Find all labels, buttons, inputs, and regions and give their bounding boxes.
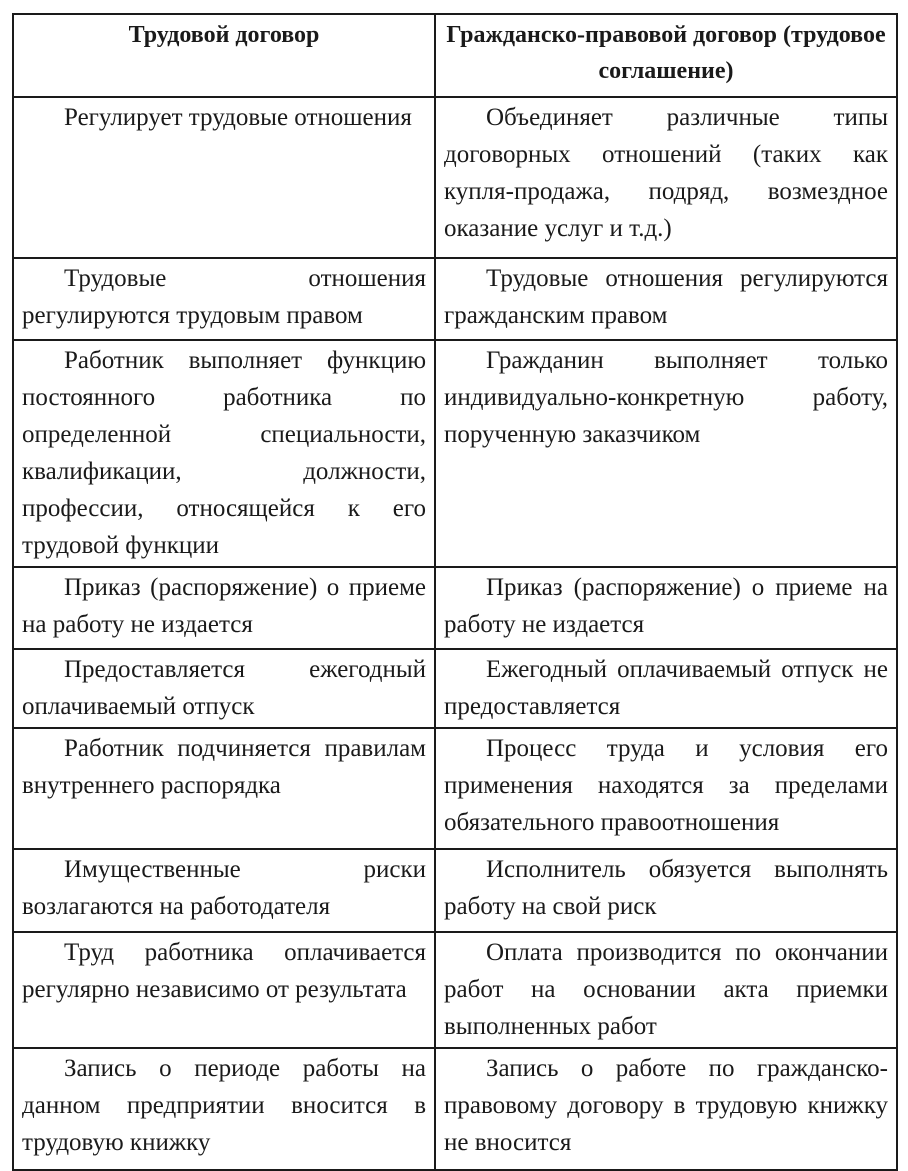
labor-cell: Запись о периоде работы на данном предприятии вносится в трудовую книжку xyxy=(13,1048,435,1170)
header-labor-contract: Трудовой договор xyxy=(13,14,435,97)
labor-cell: Регулирует трудовые отношения xyxy=(13,97,435,258)
table-row xyxy=(13,340,897,567)
table-row xyxy=(13,258,897,340)
civil-cell: Объединяет различные типы договорных отношений (таких как купля-продажа, подряд, возмездное оказание услуг и т.д.) xyxy=(435,97,897,258)
header-row xyxy=(13,14,897,97)
table-row xyxy=(13,649,897,728)
table-row xyxy=(13,567,897,649)
civil-cell: Исполнитель обязуется выполнять работу на свой риск xyxy=(435,849,897,932)
labor-cell: Приказ (распоряжение) о приеме на работу не издается xyxy=(13,567,435,649)
civil-cell: Запись о работе по гражданско-правовому договору в трудовую книжку не вносится xyxy=(435,1048,897,1170)
table-row xyxy=(13,97,897,258)
table-row xyxy=(13,1048,897,1170)
comparison-table xyxy=(12,13,898,1171)
labor-cell: Труд работника оплачивается регулярно независимо от результата xyxy=(13,932,435,1048)
labor-cell: Трудовые отношения регулируются трудовым правом xyxy=(13,258,435,340)
civil-cell: Процесс труда и условия его применения находятся за пределами обязательного правоотношения xyxy=(435,728,897,849)
table-row xyxy=(13,728,897,849)
civil-cell: Оплата производится по окончании работ на основании акта приемки выполненных работ xyxy=(435,932,897,1048)
labor-cell: Работник выполняет функцию постоянного работника по определенной специальности, квалификации, должности, профессии, относящейся к его трудовой функции xyxy=(13,340,435,567)
table-row xyxy=(13,849,897,932)
header-civil-contract: Гражданско-правовой договор (трудовое соглашение) xyxy=(435,14,897,97)
labor-cell: Предоставляется ежегодный оплачиваемый отпуск xyxy=(13,649,435,728)
civil-cell: Гражданин выполняет только индивидуально-конкретную работу, порученную заказчиком xyxy=(435,340,897,567)
table-row xyxy=(13,932,897,1048)
civil-cell: Трудовые отношения регулируются гражданским правом xyxy=(435,258,897,340)
civil-cell: Ежегодный оплачиваемый отпуск не предоставляется xyxy=(435,649,897,728)
civil-cell: Приказ (распоряжение) о приеме на работу не издается xyxy=(435,567,897,649)
labor-cell: Имущественные риски возлагаются на работодателя xyxy=(13,849,435,932)
labor-cell: Работник подчиняется правилам внутреннего распорядка xyxy=(13,728,435,849)
